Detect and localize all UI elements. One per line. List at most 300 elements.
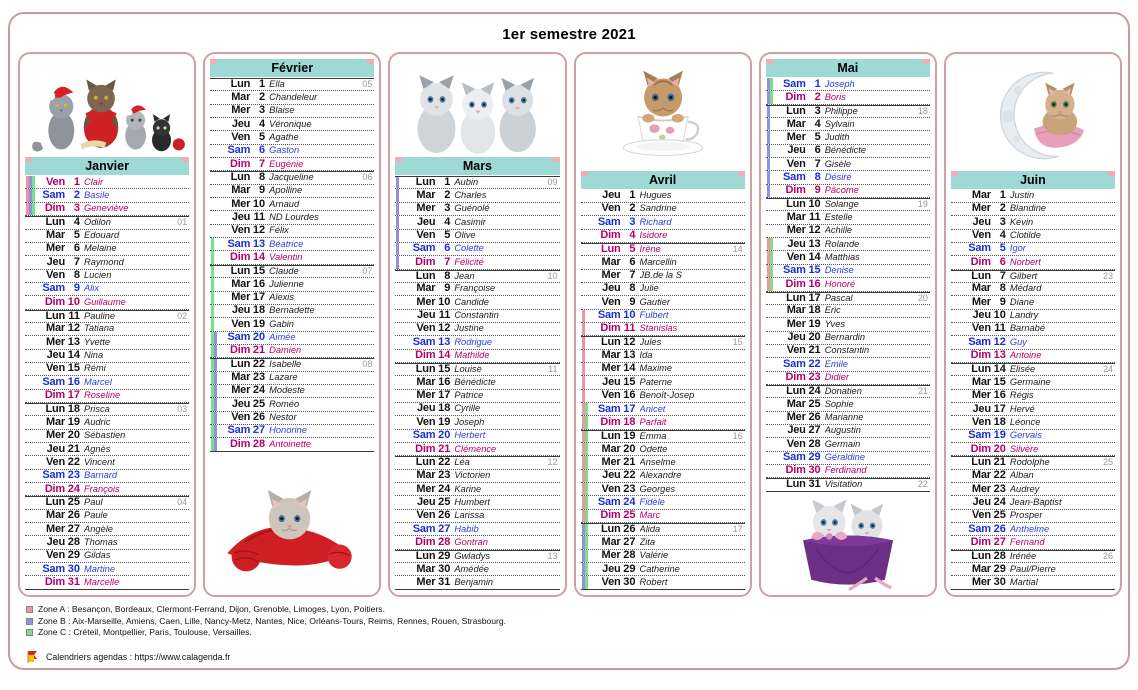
day-row[interactable] — [766, 332, 930, 345]
saint-name: Agathe — [269, 131, 299, 142]
day-row[interactable] — [395, 483, 559, 496]
day-row[interactable] — [395, 336, 559, 349]
day-row[interactable] — [395, 256, 559, 269]
day-number: 8 — [999, 282, 1006, 295]
day-of-week-label: Mer — [416, 295, 436, 308]
saint-name: Gontran — [454, 536, 488, 547]
zone-c-bar — [211, 318, 214, 330]
day-number: 15 — [993, 375, 1006, 388]
day-number: 1 — [259, 78, 266, 90]
zone-a-bar — [26, 203, 29, 215]
day-number: 4 — [814, 117, 821, 130]
day-of-week-label: Lun — [230, 358, 251, 371]
day-row[interactable] — [395, 189, 559, 202]
day-row[interactable] — [395, 270, 559, 283]
day-row[interactable] — [25, 216, 189, 229]
day-row[interactable] — [951, 296, 1115, 309]
day-row[interactable] — [951, 256, 1115, 269]
day-number: 15 — [438, 362, 451, 375]
day-row[interactable] — [951, 323, 1115, 336]
day-row[interactable] — [766, 478, 930, 491]
saint-name: Ida — [639, 350, 653, 361]
day-number: 27 — [67, 522, 80, 535]
saint-name: Angèle — [84, 523, 113, 534]
day-row[interactable] — [25, 363, 189, 376]
day-of-week-label: Lun — [786, 291, 806, 304]
saint-name: Fernand — [1009, 536, 1045, 547]
day-row[interactable] — [210, 398, 374, 411]
day-row[interactable] — [766, 91, 930, 104]
day-row[interactable] — [951, 270, 1115, 283]
day-row[interactable] — [210, 385, 374, 398]
day-row[interactable] — [25, 430, 189, 443]
school-zone-bars — [396, 216, 405, 228]
day-row[interactable] — [766, 238, 930, 251]
saint-name: Anicet — [639, 403, 666, 414]
day-row[interactable] — [25, 563, 189, 576]
day-number: 14 — [438, 349, 451, 362]
day-row[interactable] — [395, 576, 559, 589]
zone-c-bar — [585, 510, 588, 522]
day-row[interactable] — [766, 158, 930, 171]
saint-name: Clair — [84, 176, 104, 187]
saint-name: Marianne — [824, 412, 864, 423]
day-of-week-label: Ven — [416, 415, 436, 428]
day-row[interactable] — [581, 523, 745, 536]
day-number: 13 — [252, 237, 266, 250]
day-of-week-label: Lun — [415, 269, 436, 282]
day-row[interactable] — [766, 198, 930, 211]
day-row[interactable] — [395, 283, 559, 296]
day-number: 3 — [73, 202, 80, 215]
saint-name: Candide — [454, 296, 489, 307]
zone-b-bar — [767, 118, 770, 130]
day-number: 7 — [259, 157, 266, 170]
zone-b-bar — [214, 372, 217, 384]
day-number: 4 — [999, 229, 1006, 242]
day-row[interactable] — [395, 230, 559, 243]
day-row[interactable] — [395, 403, 559, 416]
day-row[interactable] — [951, 336, 1115, 349]
day-row[interactable] — [581, 190, 745, 203]
zone-b-bar — [29, 176, 32, 188]
day-row[interactable] — [210, 225, 374, 238]
day-row[interactable] — [210, 131, 374, 144]
day-row[interactable] — [395, 430, 559, 443]
day-row[interactable] — [766, 425, 930, 438]
day-row[interactable] — [210, 105, 374, 118]
day-row[interactable] — [581, 403, 745, 416]
day-of-week-label: Ven — [971, 322, 991, 335]
day-row[interactable] — [951, 470, 1115, 483]
day-row[interactable] — [210, 332, 374, 345]
zone-c-bar — [211, 266, 214, 277]
day-row[interactable] — [210, 265, 374, 278]
day-row[interactable] — [395, 510, 559, 523]
day-row[interactable] — [25, 176, 189, 189]
day-of-week-label: Mer — [416, 482, 436, 495]
day-row[interactable] — [210, 91, 374, 104]
day-row[interactable] — [25, 443, 189, 456]
day-row[interactable] — [395, 443, 559, 456]
day-row[interactable] — [25, 203, 189, 216]
day-row[interactable] — [766, 251, 930, 264]
day-row[interactable] — [581, 323, 745, 336]
day-row[interactable] — [395, 296, 559, 309]
saint-name: Aimée — [269, 332, 296, 343]
day-row[interactable] — [766, 105, 930, 118]
day-of-week-label: Sam — [42, 188, 65, 201]
saint-name: Alexis — [269, 292, 294, 302]
day-of-week-label: Ven — [231, 317, 251, 330]
school-zone-bars — [211, 412, 220, 424]
day-row[interactable] — [210, 211, 374, 224]
day-row[interactable] — [766, 465, 930, 478]
day-of-week-label: Sam — [968, 522, 991, 535]
day-of-week-label: Sam — [227, 237, 251, 250]
day-row[interactable] — [766, 345, 930, 358]
day-row[interactable] — [25, 576, 189, 589]
day-row[interactable] — [210, 305, 374, 318]
saint-name: ND Lourdes — [269, 211, 319, 222]
day-row[interactable] — [395, 376, 559, 389]
day-list — [25, 176, 189, 591]
saint-name: Denise — [824, 265, 854, 276]
day-number: 12 — [623, 336, 636, 349]
month-name-text: Mars — [462, 159, 493, 174]
day-row[interactable] — [951, 456, 1115, 469]
zone-b-bar — [582, 550, 585, 562]
day-row[interactable] — [951, 243, 1115, 256]
day-row[interactable] — [951, 536, 1115, 549]
day-row[interactable] — [581, 430, 745, 443]
day-row[interactable] — [25, 390, 189, 403]
day-row[interactable] — [951, 443, 1115, 456]
day-row[interactable] — [210, 198, 374, 211]
day-row[interactable] — [25, 416, 189, 429]
week-number: 03 — [177, 403, 188, 414]
day-row[interactable] — [581, 296, 745, 309]
day-row[interactable] — [581, 443, 745, 456]
day-row[interactable] — [581, 496, 745, 509]
day-of-week-label: Lun — [600, 523, 621, 536]
day-row[interactable] — [395, 563, 559, 576]
day-row[interactable] — [581, 456, 745, 469]
day-row[interactable] — [581, 550, 745, 563]
day-row[interactable] — [25, 403, 189, 416]
day-row[interactable] — [25, 350, 189, 363]
day-of-week-label: Lun — [786, 198, 806, 211]
day-row[interactable] — [766, 211, 930, 224]
school-zone-bars — [767, 78, 776, 90]
day-number: 28 — [623, 549, 636, 562]
day-row[interactable] — [951, 510, 1115, 523]
day-row[interactable] — [581, 416, 745, 429]
school-zone-bars — [396, 230, 405, 242]
day-number: 8 — [259, 171, 266, 184]
day-row[interactable] — [395, 243, 559, 256]
day-number: 21 — [808, 344, 821, 357]
day-row[interactable] — [210, 251, 374, 264]
saint-name: Barnard — [84, 470, 118, 481]
zone-b-bar — [582, 576, 585, 588]
day-of-week-label: Dim — [229, 157, 251, 170]
day-row[interactable] — [25, 550, 189, 563]
saint-name: Benoît-Josep — [639, 390, 695, 401]
day-row[interactable] — [766, 171, 930, 184]
day-row[interactable] — [581, 363, 745, 376]
day-row[interactable] — [210, 345, 374, 358]
saint-name: Basile — [84, 189, 110, 200]
day-of-week-label: Jeu — [972, 402, 991, 415]
school-zone-bars — [211, 385, 220, 397]
saint-name: Sylvain — [824, 118, 855, 129]
day-of-week-label: Dim — [415, 349, 436, 362]
day-row[interactable] — [951, 390, 1115, 403]
zone-a-swatch-icon — [26, 606, 33, 613]
day-row[interactable] — [766, 398, 930, 411]
zone-c-bar — [211, 359, 214, 370]
saint-name: Apolline — [269, 185, 303, 196]
day-row[interactable] — [581, 470, 745, 483]
day-number: 10 — [67, 295, 80, 308]
day-row[interactable] — [581, 310, 745, 323]
day-number: 15 — [623, 375, 636, 388]
day-of-week-label: Lun — [415, 549, 436, 562]
day-of-week-label: Mer — [46, 522, 65, 535]
day-row[interactable] — [395, 456, 559, 469]
day-row[interactable] — [951, 230, 1115, 243]
day-row[interactable] — [395, 363, 559, 376]
saint-name: Alexandre — [639, 470, 682, 481]
day-row[interactable] — [581, 376, 745, 389]
day-row[interactable] — [766, 412, 930, 425]
day-row[interactable] — [766, 131, 930, 144]
day-number: 3 — [259, 104, 266, 117]
day-row[interactable] — [766, 278, 930, 291]
day-row[interactable] — [581, 510, 745, 523]
day-row[interactable] — [951, 363, 1115, 376]
day-row[interactable] — [581, 230, 745, 243]
day-row[interactable] — [25, 336, 189, 349]
day-row[interactable] — [25, 483, 189, 496]
saint-name: Arnaud — [269, 198, 300, 209]
day-row[interactable] — [210, 318, 374, 331]
saint-name: Patrice — [454, 390, 484, 401]
day-row[interactable] — [766, 438, 930, 451]
day-row[interactable] — [210, 118, 374, 131]
day-number: 11 — [438, 309, 451, 322]
day-of-week-label: Jeu — [46, 442, 65, 455]
day-row[interactable] — [766, 292, 930, 305]
day-row[interactable] — [25, 283, 189, 296]
day-of-week-label: Mer — [46, 242, 65, 255]
day-of-week-label: Sam — [783, 170, 806, 183]
day-row[interactable] — [581, 563, 745, 576]
day-row[interactable] — [395, 350, 559, 363]
day-number: 17 — [67, 389, 80, 402]
day-row[interactable] — [951, 496, 1115, 509]
day-row[interactable] — [395, 310, 559, 323]
day-row[interactable] — [951, 523, 1115, 536]
day-row[interactable] — [395, 496, 559, 509]
day-of-week-label: Ven — [231, 224, 251, 237]
day-row[interactable] — [766, 265, 930, 278]
day-row[interactable] — [766, 372, 930, 385]
day-row[interactable] — [951, 403, 1115, 416]
saint-name: Vincent — [84, 456, 115, 467]
day-row[interactable] — [581, 336, 745, 349]
day-row[interactable] — [581, 283, 745, 296]
day-row[interactable] — [210, 358, 374, 371]
school-zone-bars — [396, 243, 405, 255]
day-row[interactable] — [25, 470, 189, 483]
day-row[interactable] — [210, 372, 374, 385]
day-row[interactable] — [25, 270, 189, 283]
day-row[interactable] — [951, 576, 1115, 589]
day-number: 27 — [438, 522, 451, 535]
day-row[interactable] — [25, 510, 189, 523]
day-row[interactable] — [210, 425, 374, 438]
day-row[interactable] — [25, 323, 189, 336]
zone-a-bar — [582, 510, 585, 522]
day-row[interactable] — [951, 350, 1115, 363]
day-row[interactable] — [951, 550, 1115, 563]
week-number: 02 — [177, 310, 188, 321]
saint-name: Rodrigue — [454, 336, 493, 347]
day-of-week-label: Ven — [786, 344, 806, 357]
saint-name: Georges — [639, 483, 676, 494]
day-row[interactable] — [766, 305, 930, 318]
day-row[interactable] — [766, 225, 930, 238]
day-row[interactable] — [25, 230, 189, 243]
day-number: 30 — [993, 575, 1006, 588]
day-row[interactable] — [210, 292, 374, 305]
day-row[interactable] — [395, 203, 559, 216]
zone-b-bar — [767, 78, 770, 90]
day-row[interactable] — [25, 523, 189, 536]
day-row[interactable] — [766, 185, 930, 198]
day-row[interactable] — [766, 78, 930, 91]
zone-a-bar — [767, 238, 770, 250]
day-row[interactable] — [210, 171, 374, 184]
day-of-week-label: Ven — [601, 202, 621, 215]
day-row[interactable] — [210, 158, 374, 171]
day-row[interactable] — [395, 550, 559, 563]
day-row[interactable] — [395, 536, 559, 549]
day-row[interactable] — [25, 296, 189, 309]
saint-name: Olive — [454, 230, 476, 241]
day-row[interactable] — [581, 256, 745, 269]
day-row[interactable] — [581, 270, 745, 283]
day-row[interactable] — [581, 243, 745, 256]
day-row[interactable] — [581, 350, 745, 363]
day-row[interactable] — [951, 483, 1115, 496]
day-row[interactable] — [210, 438, 374, 451]
day-row[interactable] — [581, 483, 745, 496]
day-row[interactable] — [581, 216, 745, 229]
saint-name: Françoise — [454, 283, 496, 294]
day-row[interactable] — [25, 310, 189, 323]
day-row[interactable] — [951, 563, 1115, 576]
day-row[interactable] — [951, 416, 1115, 429]
day-of-week-label: Mar — [231, 90, 251, 103]
day-row[interactable] — [210, 238, 374, 251]
day-row[interactable] — [951, 216, 1115, 229]
day-row[interactable] — [210, 185, 374, 198]
day-row[interactable] — [581, 203, 745, 216]
saint-name: Marcelle — [84, 576, 120, 587]
school-zone-bars — [396, 256, 405, 268]
day-row[interactable] — [581, 576, 745, 589]
day-row[interactable] — [951, 190, 1115, 203]
day-row[interactable] — [951, 376, 1115, 389]
day-row[interactable] — [951, 310, 1115, 323]
day-row[interactable] — [951, 430, 1115, 443]
day-row[interactable] — [395, 523, 559, 536]
month-column-janvier — [18, 52, 196, 597]
zone-c-bar — [211, 372, 214, 384]
day-row[interactable] — [210, 412, 374, 425]
day-row[interactable] — [951, 283, 1115, 296]
day-row[interactable] — [951, 203, 1115, 216]
saint-name: Aubin — [454, 177, 479, 188]
day-row[interactable] — [766, 452, 930, 465]
saint-name: Agnès — [84, 443, 111, 454]
day-row[interactable] — [766, 118, 930, 131]
day-row[interactable] — [25, 456, 189, 469]
day-row[interactable] — [25, 256, 189, 269]
day-number: 13 — [438, 335, 451, 348]
day-row[interactable] — [25, 496, 189, 509]
day-row[interactable] — [210, 78, 374, 91]
day-row[interactable] — [581, 390, 745, 403]
day-of-week-label: Ven — [416, 229, 436, 242]
day-row[interactable] — [766, 145, 930, 158]
day-row[interactable] — [25, 536, 189, 549]
day-row[interactable] — [395, 323, 559, 336]
school-zone-bars — [582, 310, 591, 322]
day-row[interactable] — [25, 376, 189, 389]
day-of-week-label: Mar — [416, 282, 436, 295]
day-row[interactable] — [395, 216, 559, 229]
day-of-week-label: Dim — [415, 255, 436, 268]
saint-name: Gildas — [84, 550, 111, 561]
saint-name: Ella — [269, 79, 285, 89]
zone-c-bar — [585, 550, 588, 562]
saint-name: Bénédicte — [454, 376, 496, 387]
day-row[interactable] — [581, 536, 745, 549]
day-number: 18 — [252, 304, 266, 317]
day-row[interactable] — [25, 189, 189, 202]
day-row[interactable] — [395, 390, 559, 403]
day-row[interactable] — [766, 318, 930, 331]
day-row[interactable] — [210, 145, 374, 158]
day-of-week-label: Ven — [46, 362, 65, 375]
day-row[interactable] — [395, 176, 559, 189]
day-row[interactable] — [210, 278, 374, 291]
day-of-week-label: Lun — [45, 496, 65, 509]
day-row[interactable] — [395, 470, 559, 483]
day-row[interactable] — [766, 358, 930, 371]
day-row[interactable] — [25, 243, 189, 256]
day-number: 18 — [808, 304, 821, 317]
saint-name: Constantin — [824, 345, 870, 356]
day-row[interactable] — [766, 385, 930, 398]
day-of-week-label: Mar — [786, 304, 806, 317]
day-row[interactable] — [395, 416, 559, 429]
day-of-week-label: Ven — [786, 437, 806, 450]
